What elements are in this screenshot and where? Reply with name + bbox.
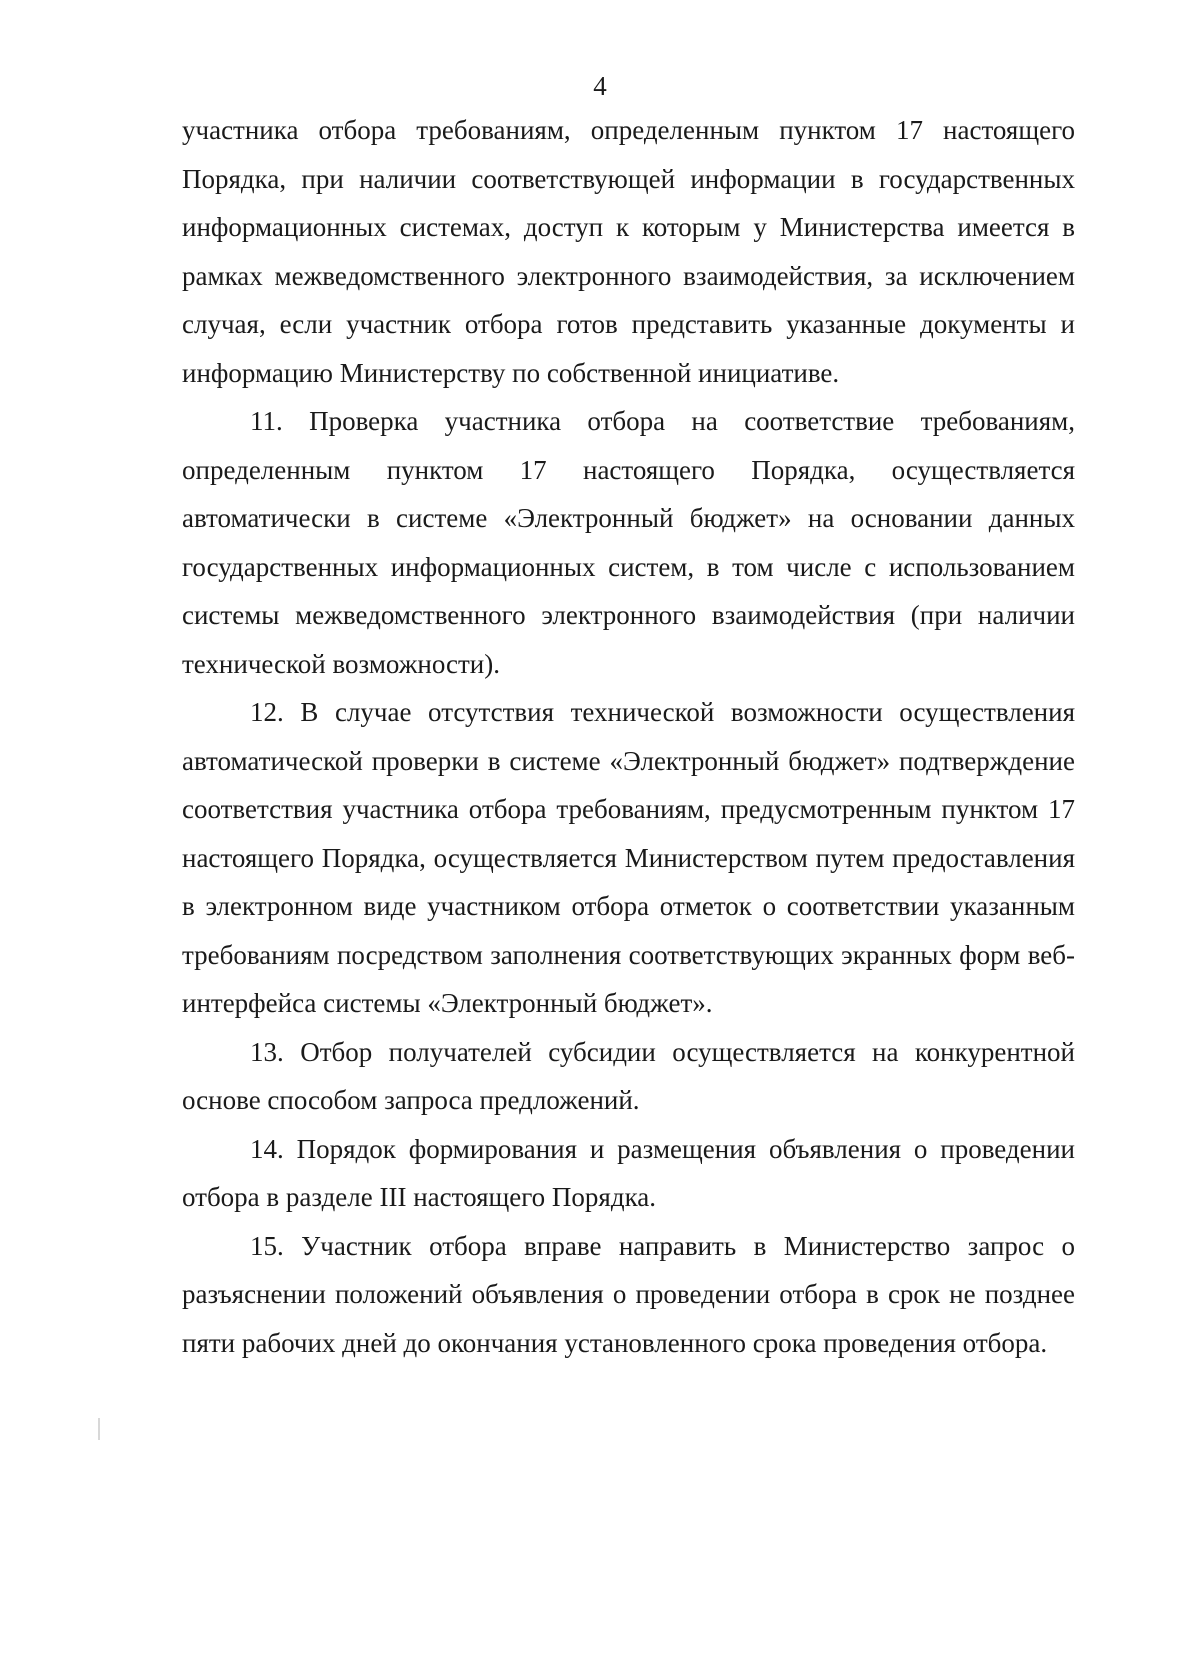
paragraph-14: 14. Порядок формирования и размещения объявления о проведении отбора в разделе III настоящего Порядка. [182, 1133, 1075, 1212]
scan-artifact [98, 1418, 100, 1440]
paragraph-11: 11. Проверка участника отбора на соответствие требованиям, определенным пунктом 17 настоящего Порядка, осуществляется автоматически в системе «Электронный бюджет» на основании данных государственных информационных систем, в том числе с использованием системы межведомственного электронного взаимодействия (при наличии технической возможности). [182, 406, 1075, 679]
page-number: 4 [593, 71, 607, 101]
paragraph-12: 12. В случае отсутствия технической возможности осуществления автоматической проверки в системе «Электронный бюджет» подтверждение соответствия участника отбора требованиям, предусмотренным пунктом 17 настоящего Порядка, осуществляется Министерством путем предоставления в электронном виде участником отбора отметок о соответствии указанным требованиям посредством заполнения соответствующих экранных форм веб-интерфейса системы «Электронный бюджет». [182, 697, 1075, 1018]
paragraph-15: 15. Участник отбора вправе направить в Министерство запрос о разъяснении положений объявления о проведении отбора в срок не позднее пяти рабочих дней до окончания установленного срока проведения отбора. [182, 1230, 1075, 1358]
paragraph-13: 13. Отбор получателей субсидии осуществляется на конкурентной основе способом запроса предложений. [182, 1036, 1075, 1115]
paragraph-continuation: участника отбора требованиям, определенным пунктом 17 настоящего Порядка, при наличии соответствующей информации в государственных информационных системах, доступ к которым у Министерства имеется в рамках межведомственного электронного взаимодействия, за исключением случая, если участник отбора готов представить указанные документы и информацию Министерству по собственной инициативе. [182, 115, 1075, 388]
document-body [182, 106, 1075, 1367]
